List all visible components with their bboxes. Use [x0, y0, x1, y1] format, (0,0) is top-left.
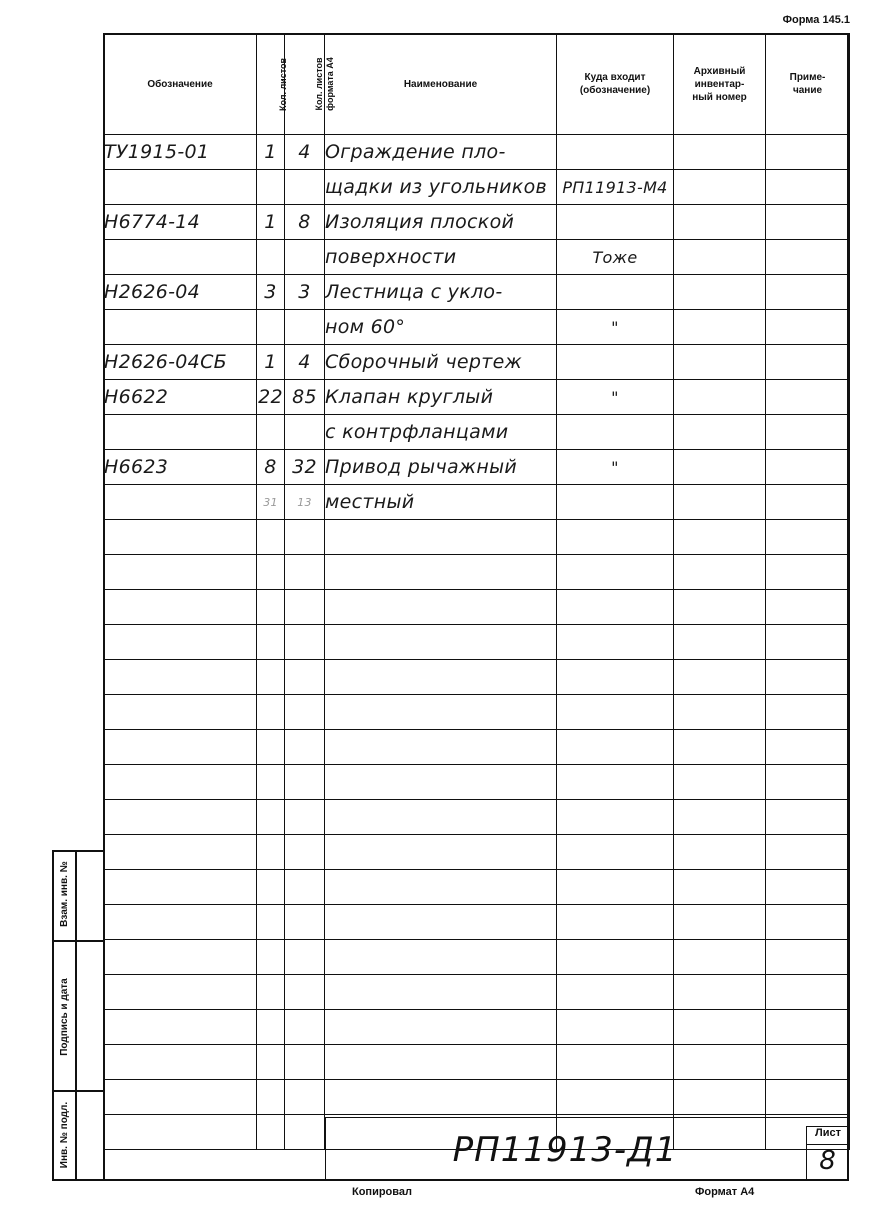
cell-sheets-a4	[285, 730, 325, 765]
cell-sheets	[257, 555, 285, 590]
cell-sheets	[257, 415, 285, 450]
form-number-label: Форма 145.1	[782, 14, 850, 26]
sheet-label: Лист	[815, 1127, 841, 1139]
cell-note	[766, 520, 850, 555]
cell-note	[766, 310, 850, 345]
cell-note	[766, 1045, 850, 1080]
cell-designation	[104, 310, 257, 345]
table-row	[104, 800, 850, 835]
cell-name	[325, 730, 557, 765]
table-row	[104, 415, 850, 450]
cell-sheets-a4	[285, 1045, 325, 1080]
table-row	[104, 940, 850, 975]
cell-where-used	[557, 695, 674, 730]
cell-name	[325, 835, 557, 870]
cell-where-used	[557, 345, 674, 380]
table-row	[104, 555, 850, 590]
cell-sheets-a4: 3	[285, 275, 325, 310]
cell-archive-number	[674, 135, 766, 170]
cell-archive-number	[674, 1080, 766, 1115]
cell-name	[325, 590, 557, 625]
cell-name: местный	[325, 485, 557, 520]
cell-sheets	[257, 1045, 285, 1080]
cell-designation	[104, 695, 257, 730]
sheet-box-divider	[806, 1144, 849, 1145]
cell-designation	[104, 905, 257, 940]
cell-designation: Н6774-14	[104, 205, 257, 240]
cell-archive-number	[674, 835, 766, 870]
cell-archive-number	[674, 345, 766, 380]
cell-archive-number	[674, 660, 766, 695]
cell-where-used	[557, 765, 674, 800]
cell-archive-number	[674, 275, 766, 310]
cell-sheets-a4	[285, 905, 325, 940]
cell-where-used	[557, 135, 674, 170]
cell-where-used	[557, 520, 674, 555]
table-row	[104, 310, 850, 345]
cell-name	[325, 1080, 557, 1115]
cell-designation	[104, 555, 257, 590]
sheet-number: 8	[819, 1146, 836, 1176]
cell-note	[766, 380, 850, 415]
cell-sheets-a4	[285, 625, 325, 660]
cell-sheets	[257, 1010, 285, 1045]
cell-sheets-a4	[285, 555, 325, 590]
cell-where-used	[557, 205, 674, 240]
table-row	[104, 205, 850, 240]
cell-note	[766, 660, 850, 695]
cell-sheets-a4	[285, 870, 325, 905]
cell-archive-number	[674, 730, 766, 765]
cell-note	[766, 870, 850, 905]
table-row	[104, 520, 850, 555]
cell-sheets	[257, 940, 285, 975]
cell-archive-number	[674, 905, 766, 940]
cell-name: Привод рычажный	[325, 450, 557, 485]
cell-archive-number	[674, 975, 766, 1010]
cell-designation	[104, 520, 257, 555]
cell-sheets-a4	[285, 520, 325, 555]
header-notes: Приме- чание	[766, 34, 850, 135]
format-label: Формат А4	[695, 1186, 755, 1198]
table-header-row	[104, 34, 850, 135]
cell-where-used	[557, 415, 674, 450]
cell-sheets: 3	[257, 275, 285, 310]
cell-designation	[104, 240, 257, 275]
cell-archive-number	[674, 800, 766, 835]
cell-name	[325, 555, 557, 590]
header-archive-number: Архивный инвентар- ный номер	[674, 34, 766, 135]
header-designation: Обозначение	[104, 34, 257, 135]
cell-where-used	[557, 1045, 674, 1080]
cell-name: щадки из угольников	[325, 170, 557, 205]
cell-note	[766, 940, 850, 975]
cell-where-used	[557, 730, 674, 765]
copied-label: Копировал	[352, 1186, 413, 1198]
cell-archive-number	[674, 310, 766, 345]
cell-sheets: 8	[257, 450, 285, 485]
cell-note	[766, 975, 850, 1010]
cell-sheets-a4	[285, 765, 325, 800]
cell-sheets-a4	[285, 590, 325, 625]
cell-note	[766, 765, 850, 800]
cell-where-used	[557, 870, 674, 905]
cell-note	[766, 1080, 850, 1115]
cell-sheets-a4	[285, 1010, 325, 1045]
cell-name	[325, 625, 557, 660]
cell-designation	[104, 765, 257, 800]
cell-archive-number	[674, 380, 766, 415]
replace-inv-label: Взам. инв. №	[59, 861, 70, 927]
cell-sheets-a4	[285, 170, 325, 205]
cell-designation	[104, 870, 257, 905]
cell-name: Изоляция плоской	[325, 205, 557, 240]
table-row	[104, 1045, 850, 1080]
cell-designation: Н6622	[104, 380, 257, 415]
cell-sheets: 22	[257, 380, 285, 415]
cell-sheets-a4	[285, 940, 325, 975]
cell-where-used	[557, 1010, 674, 1045]
cell-sheets	[257, 800, 285, 835]
cell-archive-number	[674, 870, 766, 905]
cell-sheets	[257, 240, 285, 275]
cell-name: Лестница с укло-	[325, 275, 557, 310]
cell-note	[766, 730, 850, 765]
table-row	[104, 485, 850, 520]
cell-name	[325, 660, 557, 695]
cell-where-used: "	[557, 380, 674, 415]
cell-name	[325, 520, 557, 555]
cell-sheets	[257, 1115, 285, 1150]
cell-sheets	[257, 625, 285, 660]
cell-name	[325, 975, 557, 1010]
cell-sheets	[257, 765, 285, 800]
cell-name	[325, 1045, 557, 1080]
cell-sheets	[257, 870, 285, 905]
cell-sheets	[257, 905, 285, 940]
cell-note	[766, 695, 850, 730]
table-row	[104, 1080, 850, 1115]
cell-note	[766, 275, 850, 310]
cell-name: Клапан круглый	[325, 380, 557, 415]
cell-name	[325, 905, 557, 940]
cell-note	[766, 170, 850, 205]
cell-note	[766, 555, 850, 590]
cell-sheets-a4: 4	[285, 345, 325, 380]
cell-name	[325, 800, 557, 835]
cell-designation	[104, 940, 257, 975]
cell-where-used	[557, 1080, 674, 1115]
cell-note	[766, 205, 850, 240]
cell-designation: ТУ1915-01	[104, 135, 257, 170]
cell-note	[766, 800, 850, 835]
cell-designation	[104, 835, 257, 870]
header-where-used: Куда входит (обозначение)	[557, 34, 674, 135]
cell-archive-number	[674, 555, 766, 590]
cell-sheets-a4	[285, 1080, 325, 1115]
cell-designation	[104, 730, 257, 765]
cell-sheets-a4	[285, 975, 325, 1010]
cell-archive-number	[674, 240, 766, 275]
cell-sheets	[257, 1080, 285, 1115]
cell-sheets-a4	[285, 835, 325, 870]
header-sheets-count: Кол. листов	[257, 34, 285, 135]
cell-where-used	[557, 485, 674, 520]
cell-where-used	[557, 660, 674, 695]
table-row	[104, 730, 850, 765]
cell-sheets: 1	[257, 135, 285, 170]
cell-name	[325, 940, 557, 975]
cell-note	[766, 590, 850, 625]
cell-where-used: Тоже	[557, 240, 674, 275]
cell-sheets	[257, 695, 285, 730]
cell-sheets	[257, 310, 285, 345]
cell-name: с контрфланцами	[325, 415, 557, 450]
cell-sheets-a4: 8	[285, 205, 325, 240]
cell-designation: Н6623	[104, 450, 257, 485]
table-row	[104, 275, 850, 310]
cell-archive-number	[674, 415, 766, 450]
cell-archive-number	[674, 1010, 766, 1045]
cell-sheets	[257, 590, 285, 625]
cell-designation: Н2626-04СБ	[104, 345, 257, 380]
cell-designation	[104, 1045, 257, 1080]
side-strip-divider	[75, 850, 77, 1181]
cell-archive-number	[674, 940, 766, 975]
cell-designation	[104, 415, 257, 450]
cell-sheets-a4	[285, 660, 325, 695]
cell-sheets: 31	[257, 485, 285, 520]
cell-archive-number	[674, 590, 766, 625]
cell-archive-number	[674, 1045, 766, 1080]
cell-where-used	[557, 275, 674, 310]
cell-designation	[104, 1010, 257, 1045]
cell-designation	[104, 1115, 257, 1150]
cell-sheets-a4	[285, 800, 325, 835]
table-row	[104, 380, 850, 415]
cell-where-used	[557, 905, 674, 940]
table-row	[104, 450, 850, 485]
cell-designation	[104, 625, 257, 660]
cell-name: Сборочный чертеж	[325, 345, 557, 380]
cell-sheets-a4: 4	[285, 135, 325, 170]
cell-sheets-a4	[285, 1115, 325, 1150]
cell-designation	[104, 170, 257, 205]
header-name: Наименование	[325, 34, 557, 135]
sign-date-label: Подпись и дата	[59, 978, 70, 1056]
cell-sheets: 1	[257, 345, 285, 380]
table-row	[104, 870, 850, 905]
cell-note	[766, 415, 850, 450]
cell-note	[766, 135, 850, 170]
cell-sheets-a4: 85	[285, 380, 325, 415]
cell-designation	[104, 800, 257, 835]
table-row	[104, 625, 850, 660]
document-number: РП11913-Д1	[452, 1130, 678, 1170]
cell-sheets	[257, 975, 285, 1010]
header-sheets-a4: Кол. листов формата А4	[285, 34, 325, 135]
cell-sheets-a4: 13	[285, 485, 325, 520]
table-row	[104, 170, 850, 205]
cell-note	[766, 905, 850, 940]
cell-sheets	[257, 660, 285, 695]
cell-designation	[104, 660, 257, 695]
cell-designation: Н2626-04	[104, 275, 257, 310]
cell-where-used	[557, 555, 674, 590]
cell-sheets	[257, 520, 285, 555]
table-row	[104, 590, 850, 625]
cell-archive-number	[674, 765, 766, 800]
cell-where-used	[557, 975, 674, 1010]
table-row	[104, 905, 850, 940]
cell-note	[766, 1010, 850, 1045]
cell-name: ном 60°	[325, 310, 557, 345]
cell-note	[766, 345, 850, 380]
cell-archive-number	[674, 450, 766, 485]
specification-table	[103, 33, 850, 1150]
cell-sheets-a4	[285, 415, 325, 450]
cell-where-used: "	[557, 310, 674, 345]
cell-name: Ограждение пло-	[325, 135, 557, 170]
cell-name	[325, 695, 557, 730]
cell-archive-number	[674, 520, 766, 555]
cell-sheets	[257, 730, 285, 765]
cell-where-used	[557, 940, 674, 975]
cell-sheets	[257, 835, 285, 870]
cell-where-used	[557, 590, 674, 625]
cell-where-used: "	[557, 450, 674, 485]
table-row	[104, 975, 850, 1010]
cell-archive-number	[674, 695, 766, 730]
cell-name: поверхности	[325, 240, 557, 275]
cell-note	[766, 240, 850, 275]
table-row	[104, 345, 850, 380]
cell-where-used	[557, 835, 674, 870]
cell-where-used: РП11913-М4	[557, 170, 674, 205]
cell-name	[325, 1010, 557, 1045]
inv-no-orig-label: Инв. № подл.	[59, 1101, 70, 1169]
cell-sheets-a4: 32	[285, 450, 325, 485]
table-row	[104, 660, 850, 695]
cell-note	[766, 625, 850, 660]
cell-archive-number	[674, 205, 766, 240]
cell-name	[325, 765, 557, 800]
cell-sheets	[257, 170, 285, 205]
cell-archive-number	[674, 170, 766, 205]
cell-where-used	[557, 800, 674, 835]
table-row	[104, 695, 850, 730]
cell-designation	[104, 590, 257, 625]
cell-where-used	[557, 625, 674, 660]
cell-designation	[104, 485, 257, 520]
cell-note	[766, 485, 850, 520]
cell-designation	[104, 1080, 257, 1115]
cell-name	[325, 870, 557, 905]
cell-sheets-a4	[285, 240, 325, 275]
table-row	[104, 835, 850, 870]
cell-sheets-a4	[285, 310, 325, 345]
cell-sheets-a4	[285, 695, 325, 730]
cell-archive-number	[674, 625, 766, 660]
cell-designation	[104, 975, 257, 1010]
cell-archive-number	[674, 485, 766, 520]
table-row	[104, 1010, 850, 1045]
table-row	[104, 765, 850, 800]
cell-note	[766, 450, 850, 485]
table-row	[104, 135, 850, 170]
cell-sheets: 1	[257, 205, 285, 240]
table-row	[104, 240, 850, 275]
cell-note	[766, 835, 850, 870]
